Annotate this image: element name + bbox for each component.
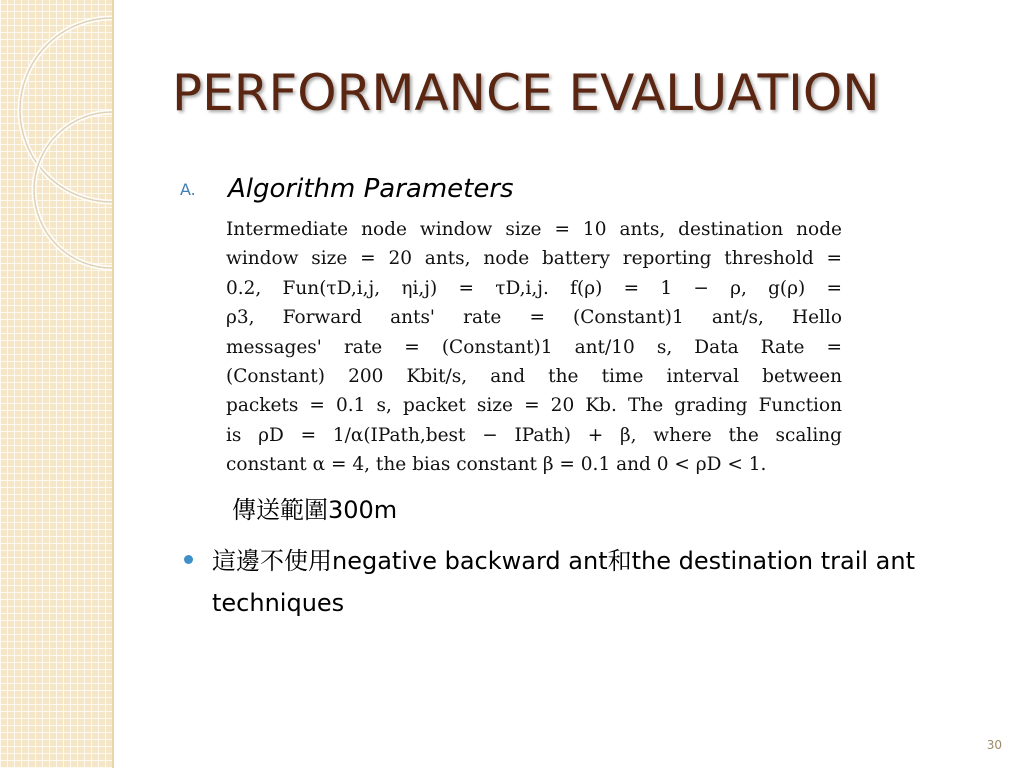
decorative-rings-icon	[0, 0, 112, 768]
page-number: 30	[986, 738, 1002, 752]
params-line: window size = 20 ants, node battery reporting threshold =	[226, 248, 842, 270]
params-line: packets = 0.1 s, packet size = 20 Kb. The grading Function	[226, 395, 842, 417]
slide-title: PERFORMANCE EVALUATION	[172, 64, 880, 122]
params-line: ρ3, Forward ants' rate = (Constant)1 ant/s, Hello	[226, 307, 842, 329]
params-line: messages' rate = (Constant)1 ant/10 s, Data Rate =	[226, 336, 842, 358]
bullet-item	[184, 540, 944, 624]
section-heading-text: Algorithm Parameters	[228, 174, 514, 204]
bullet-dot-icon	[184, 555, 193, 564]
algorithm-parameters-text	[226, 215, 842, 480]
section-heading	[180, 174, 514, 204]
transmission-range-text: 傳送範圍300m	[232, 496, 398, 524]
params-line: is ρD = 1/α(IPath,best − IPath) + β, where the scaling	[226, 424, 842, 446]
decorative-sidebar	[0, 0, 114, 768]
section-marker: A.	[180, 180, 196, 199]
params-line: Intermediate node window size = 10 ants, destination node	[226, 219, 842, 240]
bullet-text: 這邊不使用negative backward ant和the destination trail ant techniques	[212, 547, 915, 617]
params-line: 0.2, Fun(τD,i,j, ηi,j) = τD,i,j. f(ρ) = 1 − ρ, g(ρ) =	[226, 277, 842, 299]
params-line: (Constant) 200 Kbit/s, and the time interval between	[226, 366, 842, 388]
params-line: constant α = 4, the bias constant β = 0.1 and 0 < ρD < 1.	[226, 454, 767, 476]
